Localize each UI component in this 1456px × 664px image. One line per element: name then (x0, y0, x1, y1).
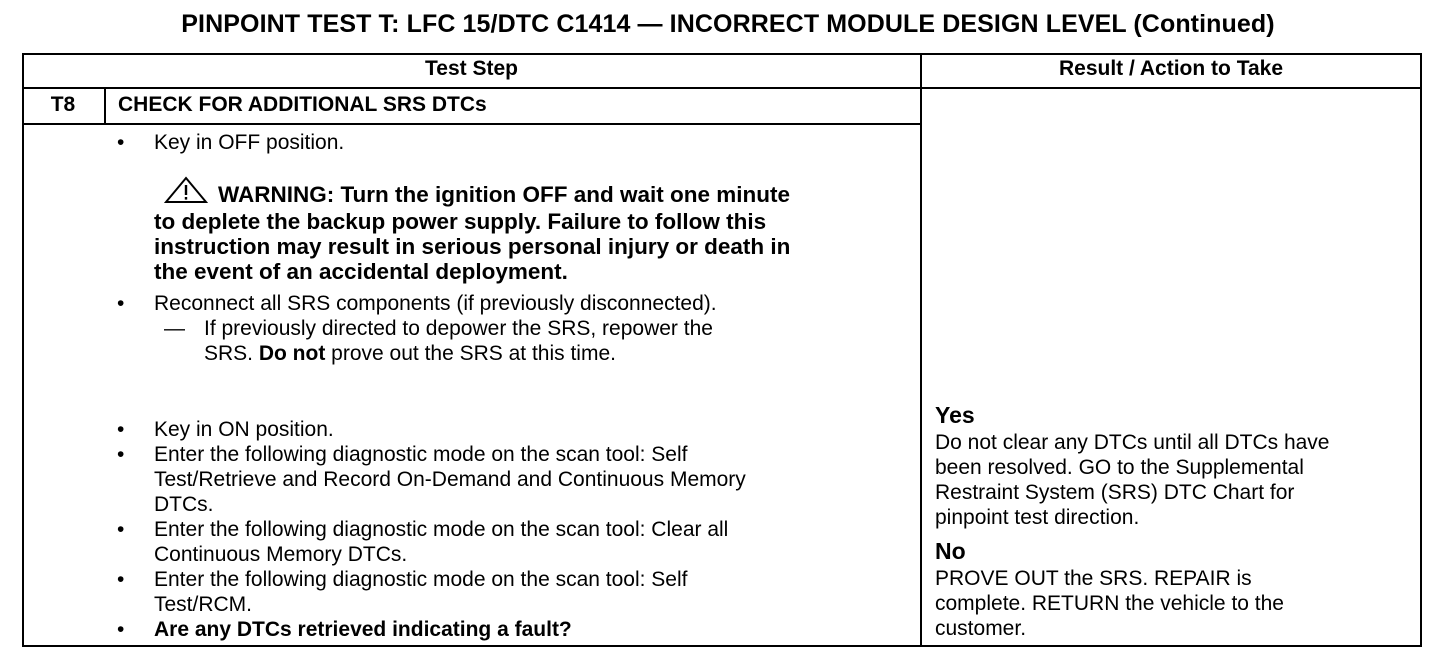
step-id: T8 (50, 93, 76, 116)
step-title-divider (22, 123, 921, 125)
text-line: Enter the following diagnostic mode on the scan tool: Self (154, 443, 688, 466)
sub-item-line-1: If previously directed to depower the SRS, repower the (204, 317, 713, 340)
header-result-action: Result / Action to Take (1058, 57, 1284, 80)
result-no-label: No (935, 538, 966, 564)
page-title: PINPOINT TEST T: LFC 15/DTC C1414 — INCORRECT MODULE DESIGN LEVEL (Continued) (181, 10, 1275, 38)
step-title: CHECK FOR ADDITIONAL SRS DTCs (118, 93, 487, 116)
header-test-step: Test Step (425, 57, 518, 80)
step-instruction-reconnect: Reconnect all SRS components (if previously disconnected). (154, 292, 717, 315)
text-line: Restraint System (SRS) DTC Chart for (935, 481, 1295, 504)
text-line: Enter the following diagnostic mode on the scan tool: Self (154, 568, 688, 591)
step-question: Are any DTCs retrieved indicating a fault? (154, 618, 572, 641)
text-line: pinpoint test direction. (935, 506, 1140, 529)
warning-line-2: to deplete the backup power supply. Failure to follow this (154, 209, 767, 234)
result-yes-label: Yes (935, 402, 975, 428)
sub-item-line-2-bold: Do not (258, 342, 326, 365)
warning-line-3: instruction may result in serious personal injury or death in (154, 234, 791, 259)
text-line: DTCs. (154, 493, 214, 516)
step-instruction-key-off: Key in OFF position. (154, 131, 345, 154)
text-line: been resolved. GO to the Supplemental (935, 456, 1304, 479)
sub-item-line-2 (204, 341, 616, 366)
header-divider (22, 87, 1422, 89)
warning-triangle-icon (164, 176, 208, 209)
text-line: PROVE OUT the SRS. REPAIR is (935, 567, 1252, 590)
warning-block (154, 176, 914, 284)
sub-item-dash: — (164, 317, 185, 340)
text-line: Do not clear any DTCs until all DTCs have (935, 431, 1330, 454)
bullet-glyph: • (117, 418, 125, 441)
text-line: Test/RCM. (154, 593, 253, 616)
text-line: complete. RETURN the vehicle to the (935, 592, 1284, 615)
step-id-divider (104, 88, 106, 124)
step-instruction-key-on: Key in ON position. (154, 418, 334, 441)
result-yes-text (935, 430, 1329, 530)
text-line: Continuous Memory DTCs. (154, 543, 408, 566)
bullet-glyph: • (117, 618, 125, 641)
text-line: Enter the following diagnostic mode on the scan tool: Clear all (154, 518, 729, 541)
column-divider (920, 53, 922, 647)
result-no-text (935, 566, 1284, 641)
warning-line-4: the event of an accidental deployment. (154, 259, 568, 284)
warning-line-1: WARNING: Turn the ignition OFF and wait one minute (218, 182, 791, 207)
text-line: customer. (935, 617, 1027, 640)
bullet-glyph: • (117, 518, 125, 541)
bullet-glyph: • (117, 131, 125, 154)
step-instruction-self-test-rcm (154, 567, 688, 617)
bullet-glyph: • (117, 443, 125, 466)
sub-item-line-2-post: prove out the SRS at this time. (325, 342, 616, 365)
step-instruction-self-test (154, 442, 746, 517)
text-line: Test/Retrieve and Record On-Demand and Continuous Memory (154, 468, 746, 491)
bullet-glyph: • (117, 292, 125, 315)
bullet-glyph: • (117, 568, 125, 591)
sub-item-line-2-pre: SRS. (204, 342, 259, 365)
step-instruction-clear-dtcs (154, 517, 728, 567)
